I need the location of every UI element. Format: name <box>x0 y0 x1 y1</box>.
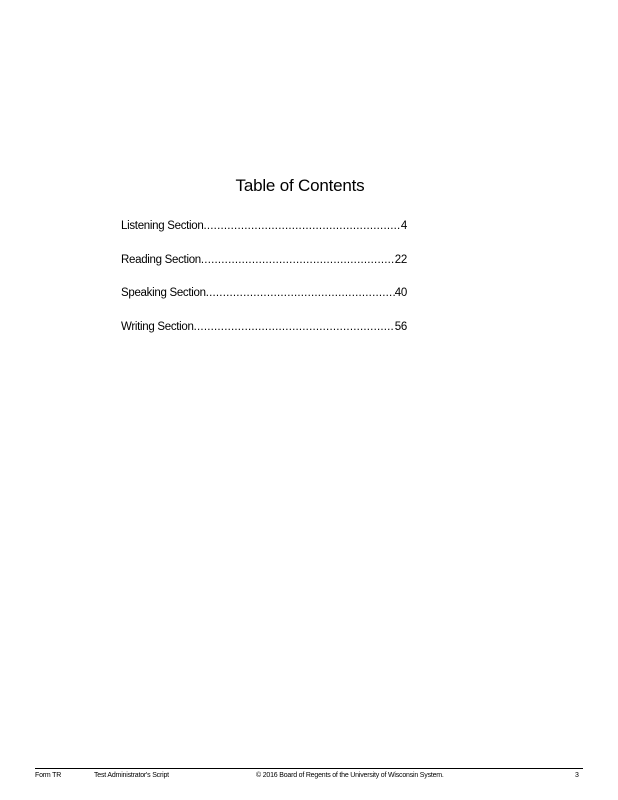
toc-entry-listening[interactable] <box>121 220 407 254</box>
footer-divider <box>35 768 583 769</box>
footer-copyright: © 2016 Board of Regents of the University of Wisconsin System. <box>256 772 444 779</box>
footer-document-title: Test Administrator's Script <box>94 772 169 779</box>
toc-entry-label: Reading Section <box>121 253 201 266</box>
dot-leader <box>206 287 395 299</box>
toc-entry-writing[interactable] <box>121 321 407 355</box>
toc-entry-page: 40 <box>394 287 407 300</box>
dot-leader <box>204 220 401 232</box>
page-footer <box>0 772 618 784</box>
dot-leader <box>194 321 395 333</box>
toc-list <box>121 220 407 355</box>
toc-entry-label: Speaking Section <box>121 287 206 300</box>
toc-title: Table of Contents <box>235 176 365 195</box>
toc-entry-page: 22 <box>394 253 407 266</box>
toc-entry-page: 56 <box>394 321 407 334</box>
toc-entry-reading[interactable] <box>121 254 407 288</box>
footer-form-id: Form TR <box>35 772 62 779</box>
dot-leader <box>201 254 395 266</box>
toc-entry-label: Writing Section <box>121 321 194 334</box>
footer-page-number: 3 <box>575 772 579 779</box>
toc-entry-speaking[interactable] <box>121 287 407 321</box>
toc-entry-label: Listening Section <box>121 220 204 232</box>
toc-entry-page: 4 <box>400 220 407 232</box>
